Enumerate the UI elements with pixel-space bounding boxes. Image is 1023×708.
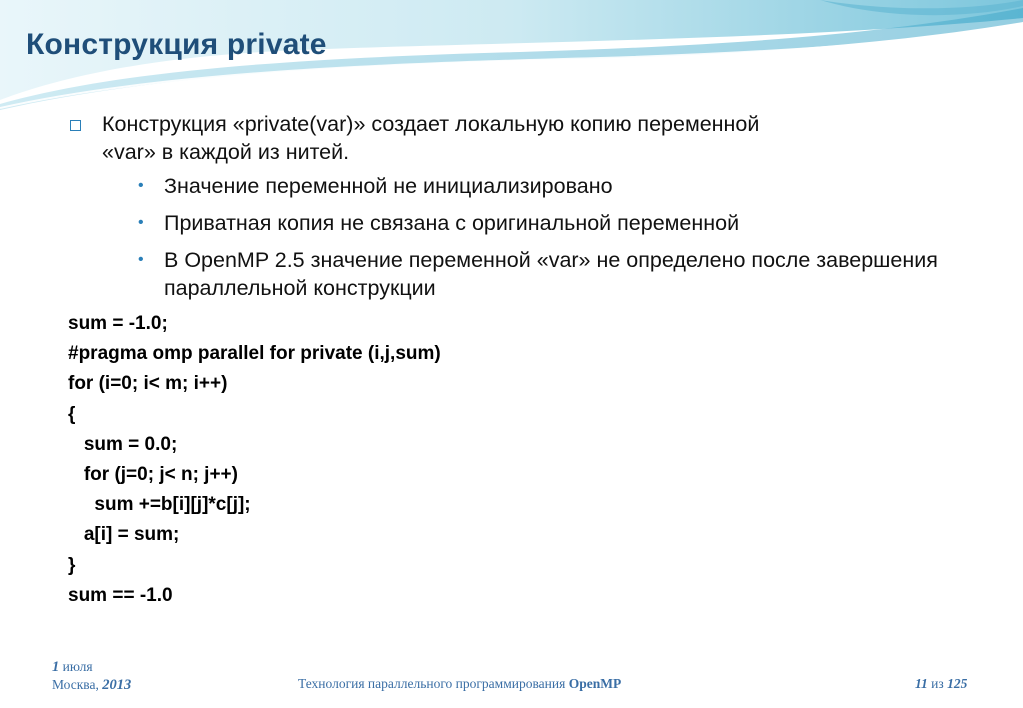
footer-city: Москва [52,677,96,692]
code-line: { [68,403,76,425]
main-point-line-1: Конструкция «private(var)» создает локальную копию переменной [102,112,760,136]
square-bullet-icon [70,120,81,131]
code-block [68,309,441,611]
footer-date: 1 июля Москва, 2013 [52,659,132,693]
main-point-line-2: «var» в каждой из нитей. [102,140,350,164]
footer-day: 1 [52,659,60,675]
footer-year: 2013 [102,677,132,693]
sub-bullet-list [68,172,968,302]
code-line: } [68,554,76,576]
sub-bullet-text: Значение переменной не инициализировано [164,174,613,198]
code-line: for (j=0; j< n; j++) [68,463,238,485]
code-line: #pragma omp parallel for private (i,j,sum) [68,343,441,365]
sub-bullet-text: В OpenMP 2.5 значение переменной «var» не определено после завершения параллельной конструкции [164,248,938,300]
footer-course-tech: OpenMP [568,676,622,691]
footer-page-sep: из [931,676,944,691]
footer-page-current: 11 [915,676,928,691]
sub-bullet-item [138,246,968,302]
sub-bullet-text: Приватная копия не связана с оригинальной переменной [164,211,740,235]
slide-body [68,110,968,311]
sub-bullet-item [138,172,968,200]
code-line: for (i=0; i< m; i++) [68,373,228,395]
footer-page-number [915,676,967,692]
slide-footer [0,656,1023,708]
footer-page-total: 125 [947,676,968,691]
dot-bullet-icon: • [138,214,144,231]
footer-course-prefix: Технология параллельного программирования [298,676,566,691]
footer-month: июля [62,659,93,674]
code-line: sum == -1.0 [68,584,173,606]
code-line: sum = -1.0; [68,313,168,334]
code-line: a[i] = sum; [68,524,180,546]
footer-course [298,676,621,692]
dot-bullet-icon: • [138,177,144,194]
slide-title: Конструкция private [26,28,327,61]
code-line: sum +=b[i][j]*c[j]; [68,494,251,516]
main-bullet-point [68,110,968,166]
code-line: sum = 0.0; [68,433,178,455]
dot-bullet-icon: • [138,251,144,268]
sub-bullet-item [138,209,968,237]
